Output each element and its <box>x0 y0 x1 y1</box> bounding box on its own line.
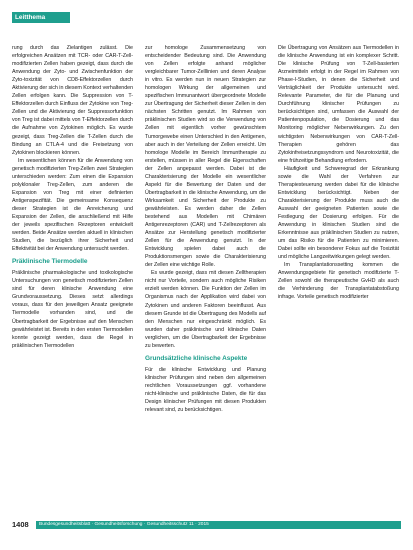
page-number: 1408 <box>12 520 29 529</box>
text-column-2 <box>145 44 266 414</box>
text-column-1 <box>12 44 133 350</box>
section-heading: Grundsätzliche klinische Aspekte <box>145 354 248 362</box>
section-heading: Präklinische Tiermodelle <box>12 258 88 266</box>
journal-footer-bar <box>36 521 401 529</box>
paragraph: Häufigkeit und Schweregrad der Erkrankung sowie die Wahl der Verfahren zur Therapiesteuerung werden dabei für die klinische Entwicklung berücksichtigt. Neben der Charakterisierung der Produkte muss auch die Auswahl der geeigneten Patienten sowie die Festlegung der Dosierung erfolgen. Für die Anwendung in klinischen Studien sind die Erkenntnisse aus präklinischen Studien zu nutzen, um das Risiko für die Patienten zu minimieren. Dabei sollte ein besonderer Fokus auf die Toxizität und mögliche Langzeitwirkungen gelegt werden. <box>278 165 399 261</box>
paragraph: Im wesentlichen können für die Anwendung von genetisch modifizierten Treg-Zellen zwei Strategien unterschieden werden: Zum einen die Expansion polyklonaler Treg-Zellen, zum anderen die Expansion von Treg mit einer definierten Antigenspezifität. Die gemeinsame Konsequenz dieser Strategien ist die Anreicherung und Expansion der Zellen, die anschließend mit Hilfe der jeweils spezifischen Rezeptoren entwickelt werden. Beide Ansätze werden aktuell in klinischen Studien, die bezüglich ihrer Sicherheit und Effektivität bei der Anwendung untersucht werden. <box>12 157 133 253</box>
paragraph: Präklinische pharmakologische und toxikologische Untersuchungen von genetisch modifizierten Zellen sind für deren klinische Anwendung eine Grundvoraussetzung. Dieses setzt allerdings voraus, dass für den jeweiligen Ansatz geeignete Tiermodelle vorhanden sind, und die Übertragbarkeit der Ergebnisse auf den Menschen gewährleistet ist. Bereits in den ersten Tiermodellen konnte gezeigt werden, dass die Regel in präklinischen Tiermodellen <box>12 270 133 349</box>
text-column-3 <box>278 44 399 302</box>
page-footer <box>0 519 413 531</box>
paragraph: Die Übertragung von Ansätzen aus Tiermodellen in die klinische Anwendung ist ein komplexer Schritt. Die klinische Prüfung von T-Zell-basierten Arzneimitteln erfolgt in der Regel im Rahmen von Phase-I-Studien, in denen die Sicherheit und Verträglichkeit der Produkte untersucht wird. Relevante Parameter, die für die Planung und Durchführung klinischer Prüfungen zu berücksichtigen sind, umfassen die Auswahl der Patientenpopulation, die Dosierung und das Monitoring möglicher Nebenwirkungen. Zu den wichtigsten Nebenwirkungen von CAR-T-Zell-Therapien gehören das Zytokinfreisetzungssyndrom und Neurotoxizität, die eine frühzeitige Behandlung erfordern. <box>278 45 399 164</box>
paragraph: rung durch das Zielantigen zulässt. Die erfolgreichen Ansätzen mit TCR- oder CAR-T-Zell-modifizierten Zellen haben gezeigt, dass durch die Anwendung der Zyto- und Zwischenfunktion der Zyto-toxizität von CD8-Effektorzellen durch Aktivierung der sich in diesem Kontext verhaltenden Zellen erfolgen kann. Die Suppression von T-Effektorzellen durch Einfluss der Zytokine von Treg-Zellen und die Aktivierung der Suppressorfunktion von Treg ist dabei mittels von T-Effektorzellen durch die Aufnahme von Zytokinen möglich. Es wurde gezeigt, dass Treg-Zellen die T-Zellen durch die Bindung an CTLA-4 und die Freisetzung von Zytokinen blockieren können. <box>12 45 133 156</box>
paragraph: Es wurde gezeigt, dass mit diesen Zelltherapien nicht nur Vorteile, sondern auch mögliche Risiken erzielt werden können. Die Funktion der Zellen im Organismus nach der Applikation wird dabei von Zytokinen und anderen Faktoren beeinflusst. Aus diesem Grunde ist die Übertragung des Modells auf den Menschen nur eingeschränkt möglich. Es wurden daher präklinische und klinische Daten verglichen, um die Übertragbarkeit der Ergebnisse zu bewerten. <box>145 270 266 349</box>
paragraph: Für die klinische Entwicklung und Planung klinischer Prüfungen sind neben den allgemeinen rechtlichen Voraussetzungen ggf. vorhandene nicht-klinische und präklinische Daten, die für das Design klinischer Prüfungen mit diesen Produkten relevant sind, zu berücksichtigen. <box>145 366 266 414</box>
paragraph: Im Transplantationssetting kommen die Anwendungsgebiete für genetisch modifizierte T-Zellen sowohl die therapeutische GvHD als auch die Verhinderung der Transplantatabstoßung infrage. Vorteile genetisch modifizierter <box>278 262 399 301</box>
section-label-bar <box>12 12 70 23</box>
journal-citation: Bundesgesundheitsblatt · Gesundheitsforschung · Gesundheitsschutz 11 · 2015 <box>39 522 209 527</box>
section-label: Leitthema <box>15 14 46 21</box>
paragraph: zur homologe Zusammensetzung von entscheidender Bedeutung sind. Die Anwendung von Zellen erfolgte anhand möglicher vergleichbarer Tumor-Zelllinien und deren Analyse in vitro. Es werden nun in neuen Strategien zur homologen Wirkung der allgemeinen und spezifischen Immunantwort übergeordnete Modelle zur Übertragung der Sicherheit dieser Zellen in den nächsten Schritten genutzt. Im Rahmen von präklinischen Studien wird so die Verwendung von Zellen mit eigentlich vorher gewünschtem Tumorgewebe einen Unterschied in den Antigenen, aber auch in der Verteilung der Zellen erreicht. Um homologe Modelle im Bereich Immuntherapie zu erstellen, müssen in aller Regel die Eigenschaften der Zellen angepasst werden. Dabei ist die Charakterisierung der Modelle ein wesentlicher Aspekt für die Bewertung der Daten und der Übertragbarkeit in die klinische Anwendung, um die Wirksamkeit und Sicherheit der Produkte zu gewährleisten. Es werden daher die Zellen bestehend aus Modellen mit Chimären Antigenrezeptoren (CAR) und T-Zellrezeptoren als Ansätze zur Herstellung genetisch modifizierter Zellen für die Anwendung genutzt. In der Entwicklung spielen dabei auch die Produktionsmengen sowie die Charakterisierung der Zellen eine wichtige Rolle. <box>145 45 266 269</box>
